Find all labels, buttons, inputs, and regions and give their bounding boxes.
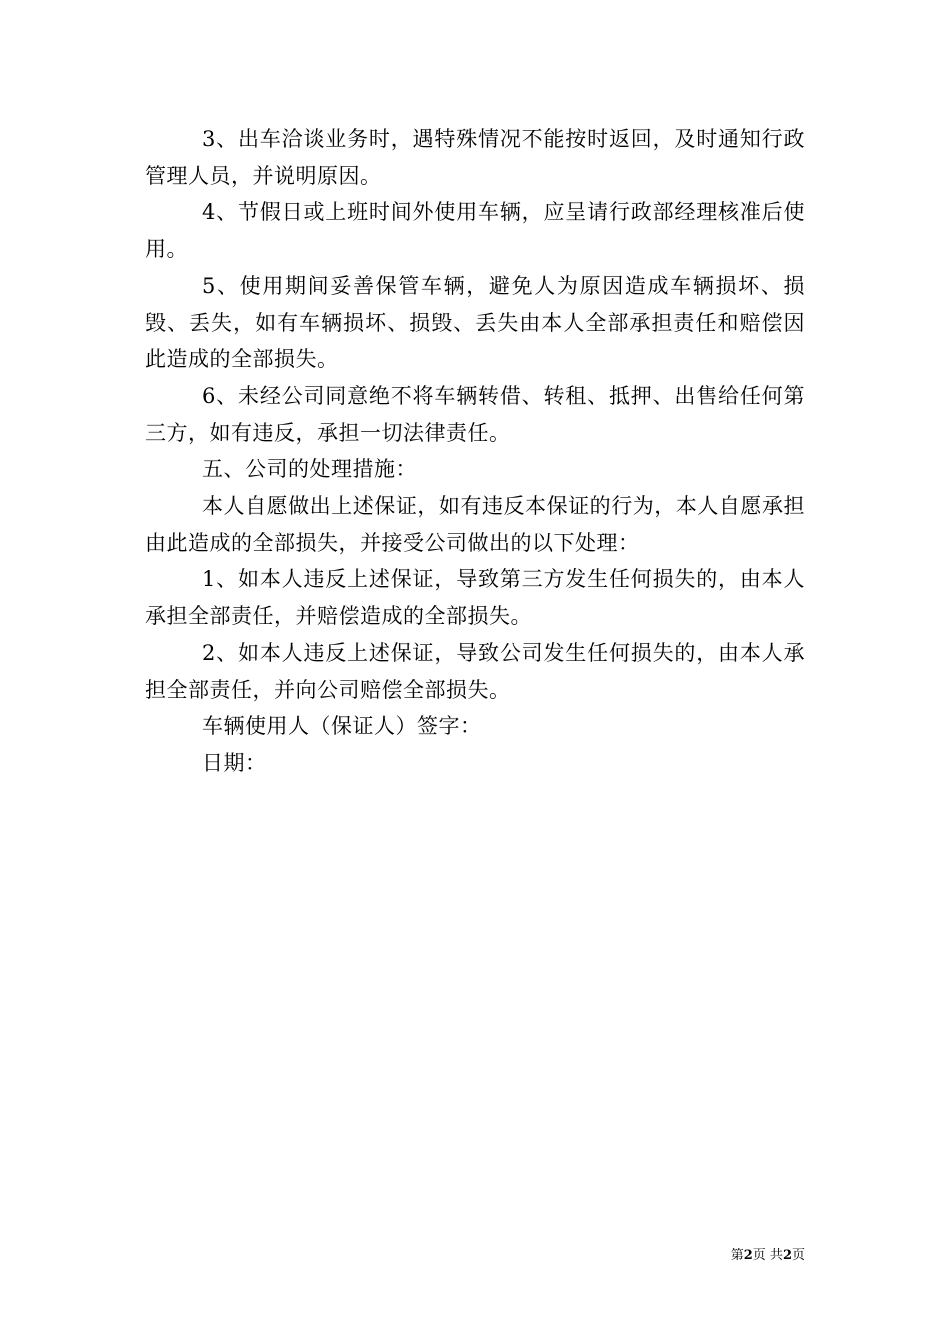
paragraph-clause-5: 5、使用期间妥善保管车辆，避免人为原因造成车辆损坏、损毁、丢失，如有车辆损坏、损毁、丢失由本人全部承担责任和赔偿因此造成的全部损失。 — [145, 273, 805, 372]
section-heading-five: 五、公司的处理措施： — [202, 457, 417, 482]
paragraph-declaration: 本人自愿做出上述保证，如有违反本保证的行为，本人自愿承担由此造成的全部损失，并接受公司做出的以下处理： — [145, 494, 805, 555]
paragraph-clause-3: 3、出车洽谈业务时，遇特殊情况不能按时返回，及时通知行政管理人员，并说明原因。 — [145, 127, 805, 188]
page-footer — [731, 1247, 805, 1265]
paragraph-clause-4: 4、节假日或上班时间外使用车辆，应呈请行政部经理核准后使用。 — [145, 200, 805, 262]
footer-current-page: 2 — [743, 1248, 753, 1263]
signature-line: 车辆使用人（保证人）签字： — [202, 714, 482, 739]
footer-middle: 页 共 — [752, 1248, 783, 1263]
footer-prefix: 第 — [730, 1248, 744, 1263]
paragraph-measure-2: 2、如本人违反上述保证，导致公司发生任何损失的，由本人承担全部责任，并向公司赔偿全部损失。 — [145, 640, 805, 702]
document-body — [145, 121, 805, 782]
paragraph-measure-1: 1、如本人违反上述保证，导致第三方发生任何损失的，由本人承担全部责任，并赔偿造成的全部损失。 — [145, 567, 805, 629]
date-line: 日期： — [202, 750, 267, 775]
footer-suffix: 页 — [791, 1248, 805, 1263]
paragraph-clause-6: 6、未经公司同意绝不将车辆转借、转租、抵押、出售给任何第三方，如有违反，承担一切法律责任。 — [145, 383, 805, 445]
footer-total-pages: 2 — [782, 1248, 792, 1263]
